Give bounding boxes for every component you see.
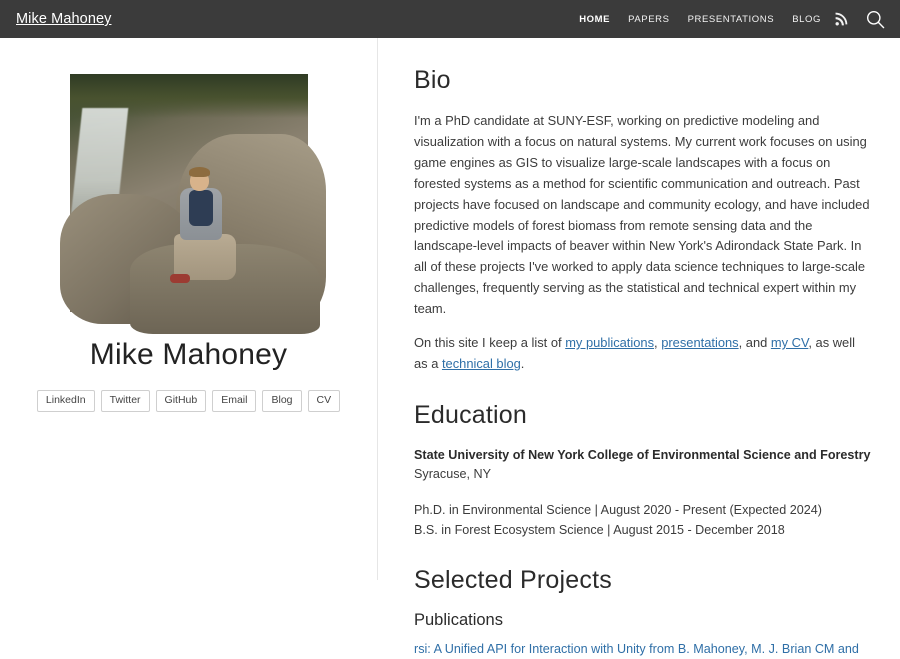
search-icon[interactable] bbox=[864, 8, 886, 30]
education-degree-bs: B.S. in Forest Ecosystem Science | August 2015 - December 2018 bbox=[414, 523, 785, 538]
bio-links-sep1: , bbox=[654, 335, 662, 351]
publication-entry-first[interactable]: rsi: A Unified API for Interaction with Unity from B. Mahoney, M. J. Brian CM and bbox=[414, 642, 859, 657]
top-navbar bbox=[0, 0, 900, 38]
nav-link-papers[interactable]: PAPERS bbox=[628, 13, 670, 25]
bio-links-paragraph bbox=[414, 333, 872, 375]
publications-subheading: Publications bbox=[414, 611, 503, 630]
bio-paragraph: I'm a PhD candidate at SUNY-ESF, working on predictive modeling and visualization with a focus on natural systems. My current work focuses on using game engines as GIS to visualize large-scale landscapes with a focus on forested systems as a method for scientific communication and outreach. Past projects have focused on landscape and community ecology, and have included predictive models of forest biomass from remote sensing data and the landscape-level impacts of beaver within New York's Adirondack State Park. In all of these projects I've worked to apply data science techniques to large-scale challenges, frequently serving as the statistical and technical expert within my team. bbox=[414, 113, 870, 317]
bio-links-prefix: On this site I keep a list of bbox=[414, 335, 566, 351]
education-city: Syracuse, NY bbox=[414, 466, 491, 481]
link-my-publications[interactable]: my publications bbox=[565, 335, 655, 351]
bio-links-sep2: , and bbox=[738, 335, 771, 351]
bio-links-end: . bbox=[520, 355, 525, 371]
profile-name: Mike Mahoney bbox=[89, 338, 288, 371]
profile-photo bbox=[70, 74, 308, 312]
profile-link-buttons bbox=[37, 390, 340, 412]
link-button-twitter[interactable]: Twitter bbox=[101, 390, 150, 412]
profile-sidebar bbox=[0, 38, 378, 580]
nav-link-presentations[interactable]: PRESENTATIONS bbox=[687, 13, 775, 25]
link-button-cv[interactable]: CV bbox=[308, 390, 341, 412]
link-button-linkedin[interactable]: LinkedIn bbox=[37, 390, 95, 412]
education-school: State University of New York College of Environmental Science and Forestry bbox=[414, 447, 871, 462]
link-technical-blog[interactable]: technical blog bbox=[441, 355, 521, 371]
education-heading: Education bbox=[414, 400, 527, 429]
page-body bbox=[0, 38, 900, 657]
link-button-email[interactable]: Email bbox=[212, 390, 256, 412]
education-degree-phd: Ph.D. in Environmental Science | August 2020 - Present (Expected 2024) bbox=[414, 502, 822, 517]
nav-link-home[interactable]: HOME bbox=[579, 13, 611, 25]
link-my-cv[interactable]: my CV bbox=[770, 335, 809, 351]
nav-links bbox=[579, 14, 821, 25]
bio-links-mid: , as well as a bbox=[414, 335, 855, 371]
projects-heading: Selected Projects bbox=[414, 566, 612, 595]
link-presentations[interactable]: presentations bbox=[661, 335, 739, 351]
navbar-right-group bbox=[579, 8, 886, 30]
rss-icon[interactable] bbox=[835, 13, 848, 26]
nav-link-blog[interactable]: BLOG bbox=[792, 13, 821, 25]
main-content bbox=[378, 38, 900, 657]
link-button-github[interactable]: GitHub bbox=[156, 390, 207, 412]
link-button-blog[interactable]: Blog bbox=[262, 390, 301, 412]
brand-link[interactable]: Mike Mahoney bbox=[16, 11, 112, 27]
bio-heading: Bio bbox=[414, 66, 451, 94]
